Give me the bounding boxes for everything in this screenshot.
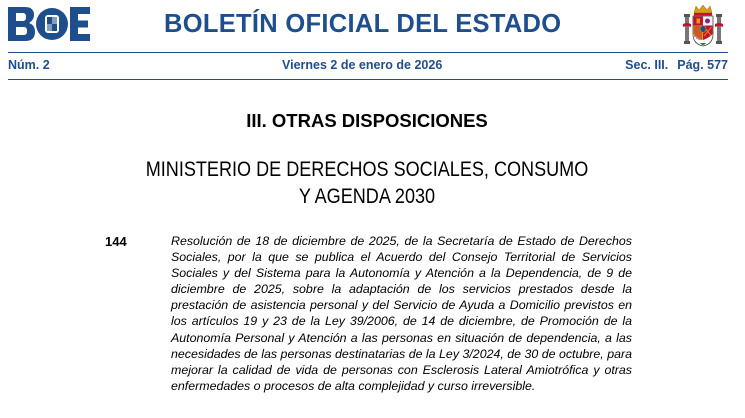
- section-title: III. OTRAS DISPOSICIONES: [246, 110, 488, 131]
- header-rule-bottom: [8, 79, 728, 80]
- header-title: BOLETÍN OFICIAL DEL ESTADO: [164, 10, 562, 38]
- section-label: Sec. III.: [625, 58, 669, 72]
- header-rule-top: [8, 52, 728, 53]
- entry-number: 144: [105, 234, 127, 249]
- issue-number: Núm. 2: [8, 58, 50, 72]
- spain-coat-of-arms-icon: [683, 4, 723, 48]
- page-number: Pág. 577: [677, 58, 728, 72]
- ministry-line-1: MINISTERIO DE DERECHOS SOCIALES, CONSUMO: [145, 158, 589, 181]
- ministry-line-2: Y AGENDA 2030: [298, 185, 436, 208]
- ministry-heading: [51, 156, 682, 210]
- issue-date: Viernes 2 de enero de 2026: [282, 58, 443, 72]
- section-page: [625, 58, 728, 72]
- boe-logo: [8, 7, 90, 41]
- entry-text: Resolución de 18 de diciembre de 2025, de la Secretaría de Estado de Derechos Sociales, por la que se publica el Acuerdo del Consejo Territorial de Servicios Sociales y del Sistema para la Autonomía y Atención a la Dependencia, de 9 de diciembre de 2025, sobre la adaptación de los servicios prestados desde la prestación de asistencia personal y del Servicio de Ayuda a Domicilio previstos en los artículos 19 y 23 de la Ley 39/2006, de 14 de diciembre, de Promoción de la Autonomía Personal y Atención a las personas en situación de dependencia, a las necesidades de las personas destinatarias de la Ley 3/2024, de 30 de octubre, para mejorar la calidad de vida de personas con Esclerosis Lateral Amiotrófica y otras enfermedades o procesos de alta complejidad y curso irreversible.: [171, 234, 632, 393]
